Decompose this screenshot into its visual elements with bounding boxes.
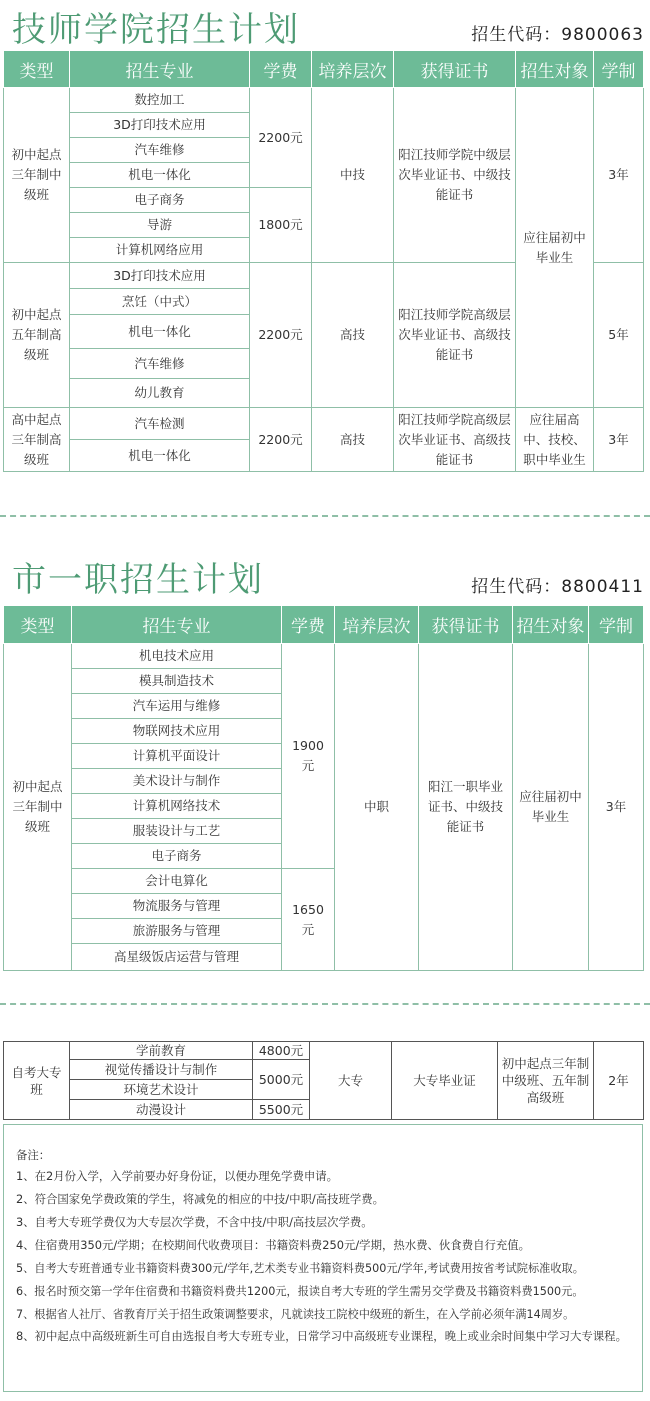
notes-title: 备注：: [16, 1148, 51, 1162]
major-cell: 动漫设计: [70, 1100, 253, 1120]
major-cell: 计算机网络技术: [72, 794, 282, 819]
major-cell: 物联网技术应用: [72, 719, 282, 744]
table-row: [4, 1042, 644, 1060]
major-cell: 计算机网络应用: [70, 238, 250, 263]
level-cell: 中职: [335, 644, 419, 971]
header-type: 类型: [4, 606, 72, 644]
header-level: 培养层次: [312, 51, 394, 88]
header-major: 招生专业: [70, 51, 250, 88]
major-cell: 会计电算化: [72, 869, 282, 894]
years-cell: 3年: [589, 644, 644, 971]
fee-cell: 5500元: [253, 1100, 310, 1120]
major-cell: 服装设计与工艺: [72, 819, 282, 844]
fee-cell: 1900元: [282, 644, 335, 869]
major-cell: 汽车检测: [70, 408, 250, 440]
level-cell: 高技: [312, 408, 394, 472]
cert-cell: 阳江技师学院高级层次毕业证书、高级技能证书: [394, 263, 516, 408]
type-cell: 自考大专班: [4, 1042, 70, 1120]
header-years: 学制: [594, 51, 644, 88]
major-cell: 环境艺术设计: [70, 1080, 253, 1100]
level-cell: 中技: [312, 88, 394, 263]
cert-cell: 阳江一职毕业证书、中级技能证书: [419, 644, 513, 971]
cert-cell: 阳江技师学院中级层次毕业证书、中级技能证书: [394, 88, 516, 263]
header-major: 招生专业: [72, 606, 282, 644]
note-item: 7、根据省人社厅、省教育厅关于招生政策调整要求，凡就读技工院校中级班的新生，在入学前必须年满14周岁。: [16, 1308, 575, 1321]
header-years: 学制: [589, 606, 644, 644]
major-cell: 物流服务与管理: [72, 894, 282, 919]
type-cell: 初中起点三年制中级班: [4, 88, 70, 263]
major-cell: 幼儿教育: [70, 379, 250, 408]
fee-cell: 1800元: [250, 188, 312, 263]
major-cell: 旅游服务与管理: [72, 919, 282, 944]
table-row: [4, 644, 644, 669]
header-type: 类型: [4, 51, 70, 88]
major-cell: 烹饪（中式）: [70, 289, 250, 315]
fee-cell: 2200元: [250, 88, 312, 188]
section2-table: [3, 605, 644, 971]
cert-cell: 大专毕业证: [392, 1042, 498, 1120]
major-cell: 汽车运用与维修: [72, 694, 282, 719]
cert-cell: 阳江技师学院高级层次毕业证书、高级技能证书: [394, 408, 516, 472]
years-cell: 5年: [594, 263, 644, 408]
type-cell: 初中起点五年制高级班: [4, 263, 70, 408]
major-cell: 汽车维修: [70, 349, 250, 379]
section2-enroll-code: 招生代码：8800411: [471, 577, 644, 597]
header-cert: 获得证书: [394, 51, 516, 88]
header-fee: 学费: [282, 606, 335, 644]
major-cell: 计算机平面设计: [72, 744, 282, 769]
years-cell: 3年: [594, 408, 644, 472]
major-cell: 模具制造技术: [72, 669, 282, 694]
table-header-row: [4, 51, 644, 88]
section1-table: [3, 50, 644, 472]
major-cell: 3D打印技术应用: [70, 113, 250, 138]
major-cell: 机电一体化: [70, 315, 250, 349]
major-cell: 数控加工: [70, 88, 250, 113]
note-item: 4、住宿费用350元/学期；在校期间代收费项目：书籍资料费250元/学期，热水费、伙食费自行充值。: [16, 1238, 531, 1252]
major-cell: 导游: [70, 213, 250, 238]
note-item: 6、报名时预交第一学年住宿费和书籍资料费共1200元，报读自考大专班的学生需另交学费及书籍资料费1500元。: [16, 1285, 584, 1298]
major-cell: 机电一体化: [70, 163, 250, 188]
fee-cell: 4800元: [253, 1042, 310, 1060]
table-row: [4, 88, 644, 113]
years-cell: 3年: [594, 88, 644, 263]
section1-enroll-code: 招生代码：9800063: [471, 25, 644, 45]
major-cell: 电子商务: [70, 188, 250, 213]
table-header-row: [4, 606, 644, 644]
target-cell: 初中起点三年制中级班、五年制高级班: [498, 1042, 594, 1120]
header-target: 招生对象: [516, 51, 594, 88]
self-study-college-table: [3, 1041, 644, 1120]
major-cell: 机电技术应用: [72, 644, 282, 669]
type-cell: 初中起点三年制中级班: [4, 644, 72, 971]
major-cell: 汽车维修: [70, 138, 250, 163]
major-cell: 机电一体化: [70, 440, 250, 472]
fee-cell: 2200元: [250, 408, 312, 472]
type-cell: 高中起点三年制高级班: [4, 408, 70, 472]
header-fee: 学费: [250, 51, 312, 88]
target-cell: 应往届初中毕业生: [516, 88, 594, 408]
section-divider: [0, 515, 650, 517]
note-item: 1、在2月份入学，入学前要办好身份证，以便办理免学费申请。: [16, 1169, 339, 1183]
level-cell: 高技: [312, 263, 394, 408]
note-item: 5、自考大专班普通专业书籍资料费300元/学年,艺术类专业书籍资料费500元/学年,考试费用按省考试院标准收取。: [16, 1262, 584, 1275]
table-row: [4, 408, 644, 440]
notes-box: [3, 1124, 643, 1392]
years-cell: 2年: [594, 1042, 644, 1120]
note-item: 8、初中起点中高级班新生可自由选报自考大专班专业，日常学习中高级班专业课程，晚上或业余时间集中学习大专课程。: [16, 1329, 627, 1343]
major-cell: 高星级饭店运营与管理: [72, 944, 282, 971]
major-cell: 电子商务: [72, 844, 282, 869]
major-cell: 3D打印技术应用: [70, 263, 250, 289]
header-target: 招生对象: [513, 606, 589, 644]
note-item: 2、符合国家免学费政策的学生，将减免的相应的中技/中职/高技班学费。: [16, 1192, 385, 1206]
section1-title: 技师学院招生计划: [12, 10, 300, 50]
major-cell: 学前教育: [70, 1042, 253, 1060]
major-cell: 美术设计与制作: [72, 769, 282, 794]
target-cell: 应往届初中毕业生: [513, 644, 589, 971]
header-cert: 获得证书: [419, 606, 513, 644]
note-item: 3、自考大专班学费仅为大专层次学费，不含中技/中职/高技层次学费。: [16, 1215, 373, 1229]
major-cell: 视觉传播设计与制作: [70, 1060, 253, 1080]
target-cell: 应往届高中、技校、职中毕业生: [516, 408, 594, 472]
section-divider: [0, 1003, 650, 1005]
section2-title: 市一职招生计划: [12, 560, 264, 600]
level-cell: 大专: [310, 1042, 392, 1120]
fee-cell: 1650元: [282, 869, 335, 971]
header-level: 培养层次: [335, 606, 419, 644]
fee-cell: 5000元: [253, 1060, 310, 1100]
fee-cell: 2200元: [250, 263, 312, 408]
